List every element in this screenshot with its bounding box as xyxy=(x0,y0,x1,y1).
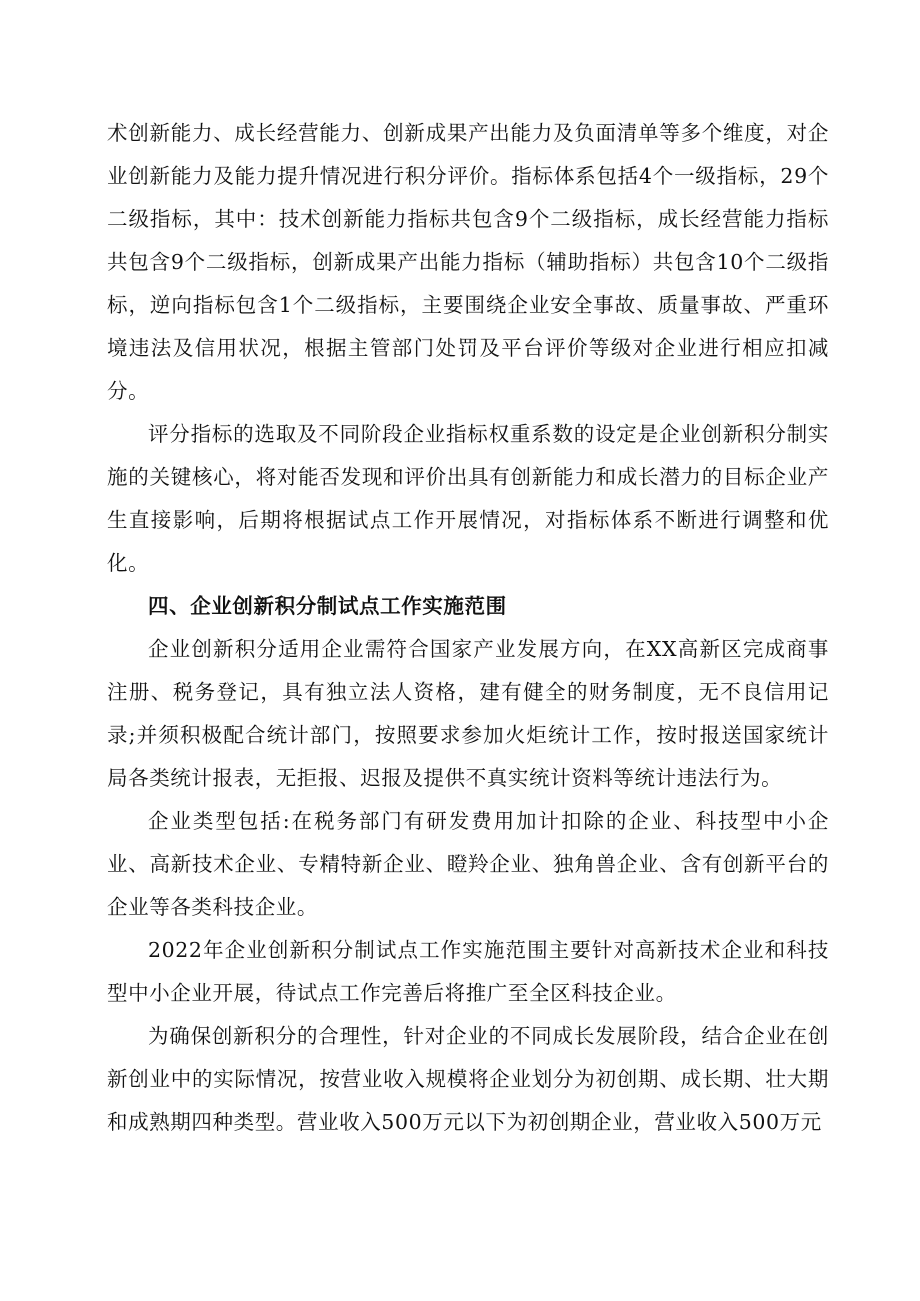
document-page xyxy=(107,112,829,1144)
section-heading-scope: 四、企业创新积分制试点工作实施范围 xyxy=(148,594,507,618)
paragraph-enterprise-types: 企业类型包括:在税务部门有研发费用加计扣除的企业、科技型中小企业、高新技术企业、专精特新企业、瞪羚企业、独角兽企业、含有创新平台的企业等各类科技企业。 xyxy=(107,809,829,919)
paragraph-indicator-weights: 评分指标的选取及不同阶段企业指标权重系数的设定是企业创新积分制实施的关键核心，将对能否发现和评价出具有创新能力和成长潜力的目标企业产生直接影响，后期将根据试点工作开展情况，对指标体系不断进行调整和优化。 xyxy=(107,422,829,575)
paragraph-eligibility: 企业创新积分适用企业需符合国家产业发展方向，在XX高新区完成商事注册、税务登记，具有独立法人资格，建有健全的财务制度，无不良信用记录;并须积极配合统计部门，按照要求参加火炬统计工作，按时报送国家统计局各类统计报表，无拒报、迟报及提供不真实统计资料等统计违法行为。 xyxy=(107,637,829,790)
paragraph-growth-stages: 为确保创新积分的合理性，针对企业的不同成长发展阶段，结合企业在创新创业中的实际情况，按营业收入规模将企业划分为初创期、成长期、壮大期和成熟期四种类型。营业收入500万元以下为初创期企业，营业收入500万元 xyxy=(107,1024,829,1134)
paragraph-pilot-scope-2022: 2022年企业创新积分制试点工作实施范围主要针对高新技术企业和科技型中小企业开展，待试点工作完善后将推广至全区科技企业。 xyxy=(107,938,829,1005)
paragraph-indicator-system: 术创新能力、成长经营能力、创新成果产出能力及负面清单等多个维度，对企业创新能力及能力提升情况进行积分评价。指标体系包括4个一级指标，29个二级指标，其中：技术创新能力指标共包含9个二级指标，成长经营能力指标共包含9个二级指标，创新成果产出能力指标（辅助指标）共包含10个二级指标，逆向指标包含1个二级指标，主要围绕企业安全事故、质量事故、严重环境违法及信用状况，根据主管部门处罚及平台评价等级对企业进行相应扣减分。 xyxy=(107,121,829,403)
